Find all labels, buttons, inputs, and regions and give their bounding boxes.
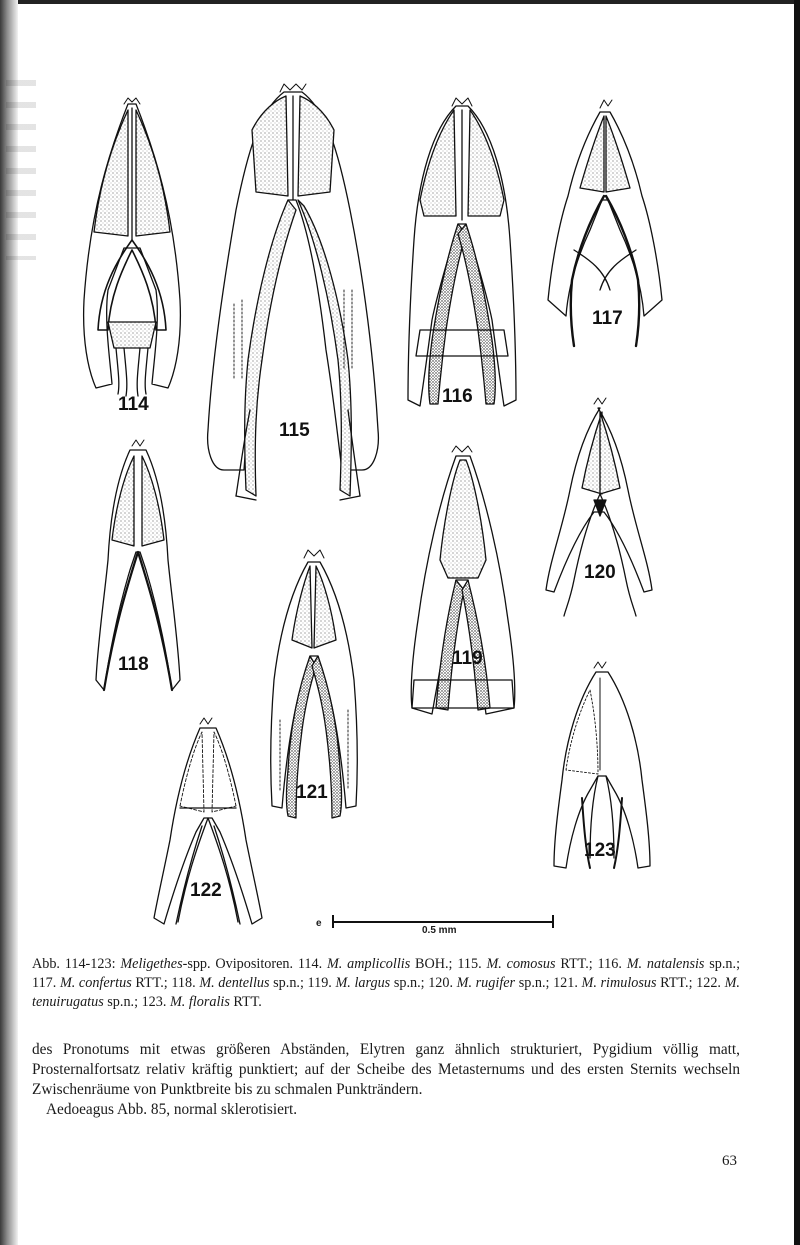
- figure-label-114: 114: [118, 394, 149, 415]
- caption-part: sp.n.; 117.: [32, 956, 741, 991]
- scale-bar-label: 0.5 mm: [422, 925, 457, 936]
- figure-label-117: 117: [592, 308, 623, 329]
- figure-label-118: 118: [118, 654, 149, 675]
- figure-label-121: 121: [296, 782, 328, 803]
- figure-119-drawing: [411, 446, 515, 714]
- figure-label-123: 123: [584, 840, 616, 861]
- figure-label-120: 120: [584, 562, 616, 583]
- scale-bar-tick-right: [552, 915, 554, 928]
- caption-part: sp.n.; 120.: [390, 975, 457, 991]
- caption-part: -spp. Ovipositoren. 114.: [182, 956, 327, 972]
- body-paragraph-1: des Pronotums mit etwas größeren Abständen, Elytren ganz ähnlich strukturiert, Pygidium völlig matt, Prosternalfortsatz relativ kräftig punktiert; auf der Scheibe des Metasternums und des ersten Sternits wechseln Zwischenräume von Punktbreite bis zu schmalen Punkträndern.: [32, 1041, 740, 1098]
- figure-123-drawing: [554, 662, 650, 868]
- scale-bar-marker: e: [316, 918, 322, 929]
- caption-part: sp.n.; 123.: [103, 994, 170, 1010]
- caption-part: M. dentellus: [199, 975, 270, 991]
- caption-part: Meligethes: [120, 956, 183, 972]
- caption-part: M. rugifer: [456, 975, 516, 991]
- caption-part: RTT.; 116.: [555, 956, 627, 972]
- caption-part: M. amplicollis: [326, 956, 411, 972]
- caption-part: RTT.; 118.: [131, 975, 200, 991]
- figure-121-drawing: [271, 550, 358, 818]
- figure-118-drawing: [96, 440, 180, 690]
- caption-part: M. confertus: [59, 975, 132, 991]
- caption-part: BOH.; 115.: [410, 956, 487, 972]
- figure-116-drawing: [408, 98, 516, 406]
- page-number: 63: [722, 1153, 737, 1169]
- caption-part: M. comosus: [486, 956, 556, 972]
- figure-label-119: 119: [452, 648, 483, 669]
- figure-caption: [32, 955, 740, 1012]
- caption-part: Abb. 114-123:: [32, 956, 121, 972]
- caption-part: M. tenuirugatus: [32, 975, 740, 1010]
- scale-bar-line: [332, 921, 554, 923]
- body-text: [32, 1040, 740, 1120]
- figure-label-122: 122: [190, 880, 222, 901]
- figure-label-115: 115: [279, 420, 310, 441]
- caption-part: M. natalensis: [626, 956, 705, 972]
- caption-part: M. largus: [335, 975, 391, 991]
- scale-bar: [316, 912, 566, 936]
- caption-part: RTT.; 122.: [656, 975, 725, 991]
- figure-114-drawing: [84, 98, 181, 396]
- caption-part: sp.n.; 121.: [515, 975, 582, 991]
- body-paragraph-2: Aedoeagus Abb. 85, normal sklerotisiert.: [46, 1101, 298, 1118]
- caption-part: M. floralis: [169, 994, 230, 1010]
- caption-part: M. rimulosus: [581, 975, 657, 991]
- figure-label-116: 116: [442, 386, 473, 407]
- caption-part: RTT.: [229, 994, 262, 1010]
- caption-part: sp.n.; 119.: [269, 975, 336, 991]
